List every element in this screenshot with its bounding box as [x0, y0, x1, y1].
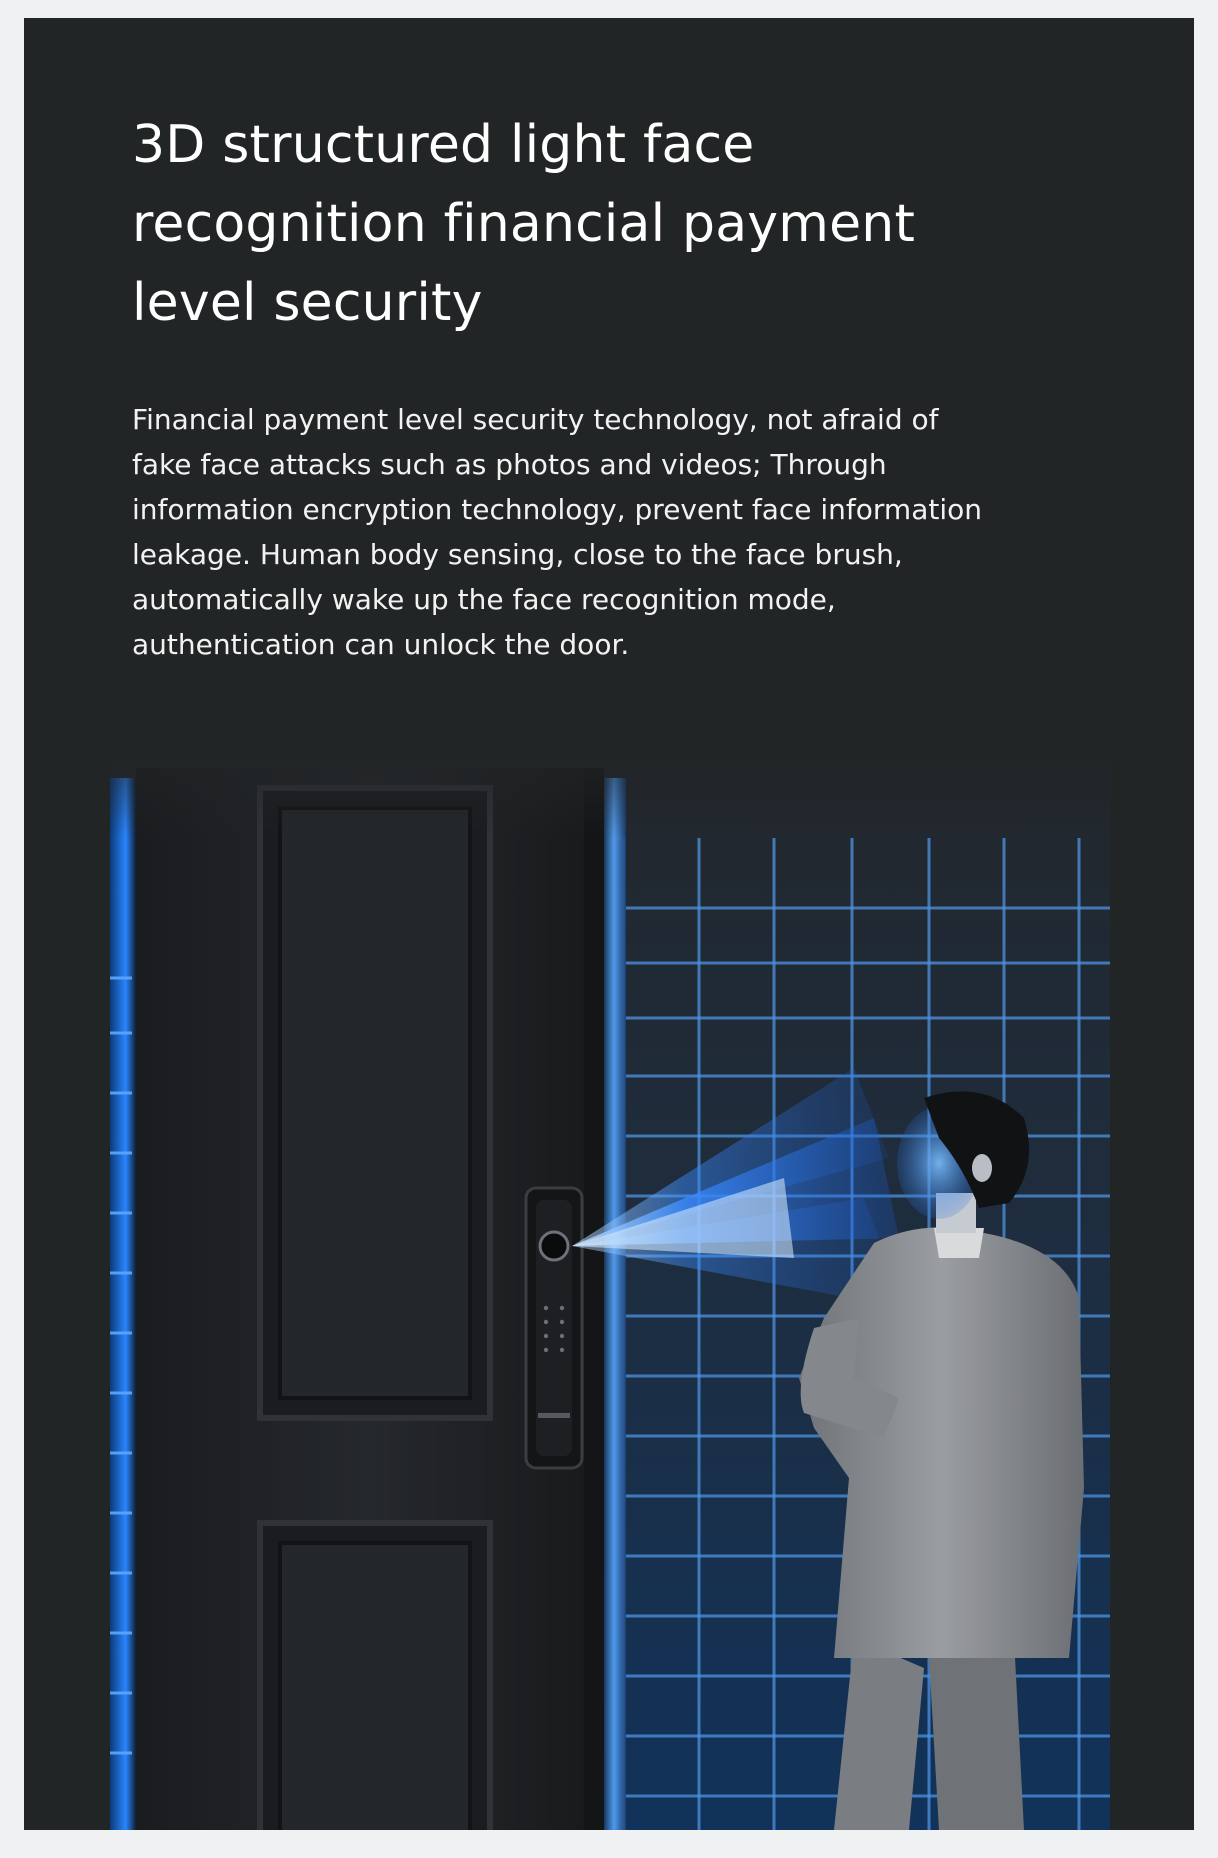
- description-line-3: information encryption technology, prevent face information: [132, 493, 982, 526]
- description-line-1: Financial payment level security technology, not afraid of: [132, 403, 939, 436]
- feature-headline: [132, 106, 932, 343]
- headline-line-2: recognition financial payment: [132, 194, 916, 254]
- description-line-5: automatically wake up the face recognition mode,: [132, 583, 836, 616]
- description-line-4: leakage. Human body sensing, close to the face brush,: [132, 538, 903, 571]
- description-line-6: authentication can unlock the door.: [132, 628, 630, 661]
- feature-description: [132, 397, 1032, 667]
- description-line-2: fake face attacks such as photos and videos; Through: [132, 448, 887, 481]
- feature-text-block: [132, 106, 1032, 667]
- headline-line-3: level security: [132, 273, 483, 333]
- product-feature-card: [24, 18, 1194, 1830]
- headline-line-1: 3D structured light face: [132, 115, 755, 175]
- smart-lock-icon: [526, 1188, 582, 1468]
